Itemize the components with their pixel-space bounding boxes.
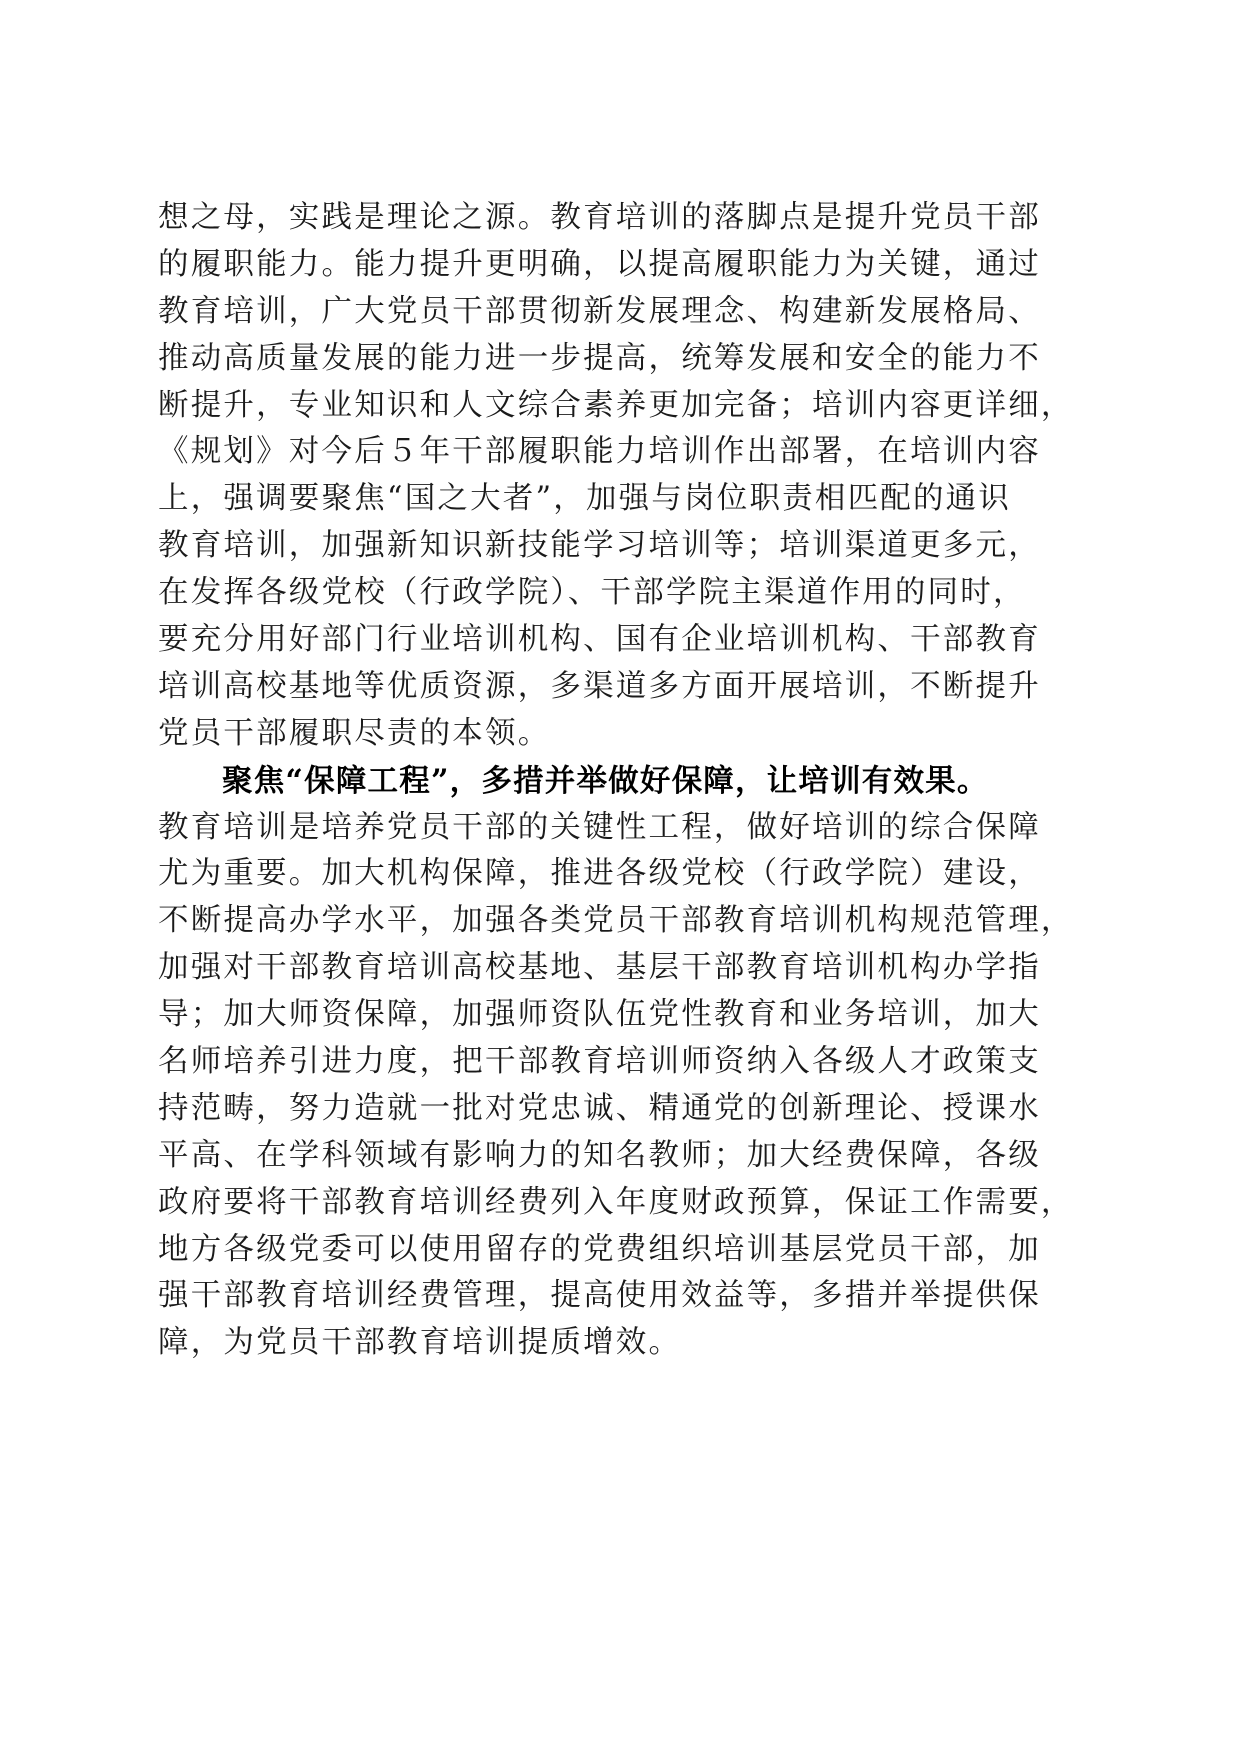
text-line: 在发挥各级党校（行政学院）、干部学院主渠道作用的同时， bbox=[158, 575, 1026, 611]
text-line: 导；加大师资保障，加强师资队伍党性教育和业务培训，加大 bbox=[158, 997, 1041, 1033]
text-line: 强干部教育培训经费管理，提高使用效益等，多措并举提供保 bbox=[158, 1278, 1041, 1314]
text-line: 教育培训是培养党员干部的关键性工程，做好培训的综合保障 bbox=[158, 809, 1041, 845]
paragraph-continuation bbox=[158, 195, 1088, 758]
text-line: 不断提高办学水平，加强各类党员干部教育培训机构规范管理， bbox=[158, 903, 1074, 939]
section-heading: 聚焦“保障工程”，多措并举做好保障，让培训有效果。 bbox=[222, 762, 989, 799]
text-line: 想之母，实践是理论之源。教育培训的落脚点是提升党员干部 bbox=[158, 200, 1041, 235]
text-line: 要充分用好部门行业培训机构、国有企业培训机构、干部教育 bbox=[158, 622, 1041, 658]
text-line: 障，为党员干部教育培训提质增效。 bbox=[158, 1325, 682, 1361]
text-line: 断提升，专业知识和人文综合素养更加完备；培训内容更详细， bbox=[158, 387, 1074, 423]
text-line: 推动高质量发展的能力进一步提高，统筹发展和安全的能力不 bbox=[158, 340, 1041, 376]
text-line: 地方各级党委可以使用留存的党费组织培训基层党员干部，加 bbox=[158, 1231, 1041, 1267]
text-line: 上，强调要聚焦“国之大者”，加强与岗位职责相匹配的通识 bbox=[158, 481, 1012, 517]
text-line: 平高、在学科领域有影响力的知名教师；加大经费保障，各级 bbox=[158, 1137, 1041, 1173]
document-body bbox=[158, 195, 1088, 1367]
text-line: 党员干部履职尽责的本领。 bbox=[158, 715, 551, 751]
text-line: 政府要将干部教育培训经费列入年度财政预算，保证工作需要， bbox=[158, 1184, 1074, 1220]
text-line: 持范畴，努力造就一批对党忠诚、精通党的创新理论、授课水 bbox=[158, 1090, 1041, 1126]
paragraph-guarantee bbox=[158, 805, 1088, 1368]
text-line: 名师培养引进力度，把干部教育培训师资纳入各级人才政策支 bbox=[158, 1044, 1041, 1080]
text-line: 加强对干部教育培训高校基地、基层干部教育培训机构办学指 bbox=[158, 950, 1041, 986]
text-line: 教育培训，广大党员干部贯彻新发展理念、构建新发展格局、 bbox=[158, 293, 1041, 329]
text-line: 教育培训，加强新知识新技能学习培训等；培训渠道更多元， bbox=[158, 528, 1041, 564]
text-line: 尤为重要。加大机构保障，推进各级党校（行政学院）建设， bbox=[158, 856, 1041, 892]
text-line: 《规划》对今后５年干部履职能力培训作出部署，在培训内容 bbox=[158, 434, 1041, 470]
text-line: 的履职能力。能力提升更明确，以提高履职能力为关键，通过 bbox=[158, 246, 1041, 282]
text-line: 培训高校基地等优质资源，多渠道多方面开展培训，不断提升 bbox=[158, 668, 1041, 704]
